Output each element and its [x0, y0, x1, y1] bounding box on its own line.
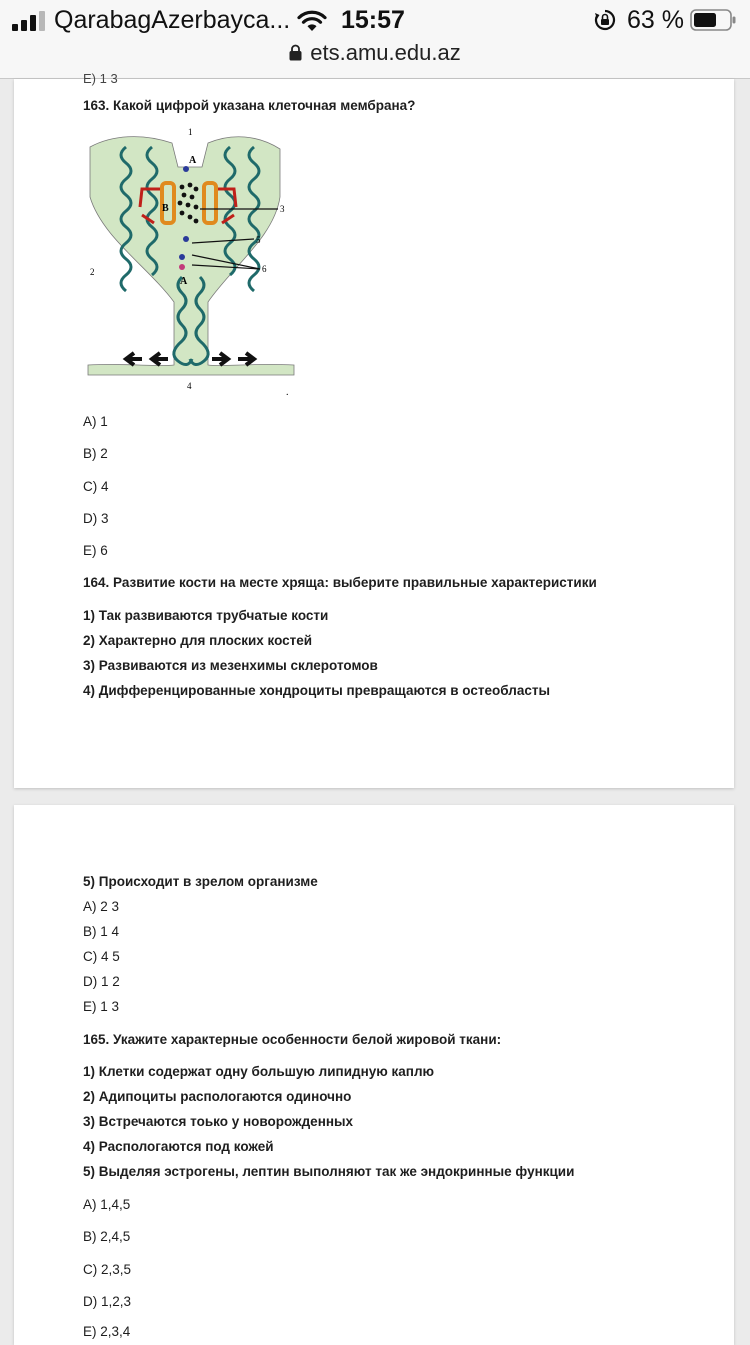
q165-option-a[interactable]: А) 1,4,5	[83, 1197, 131, 1212]
figure-label-5: 5	[256, 235, 261, 245]
figure-label-3: 3	[280, 204, 285, 214]
figure-label-a-top: А	[189, 155, 197, 166]
rotation-lock-icon	[594, 9, 616, 31]
q165-option-d[interactable]: D) 1,2,3	[83, 1294, 132, 1309]
q165-option-c[interactable]: С) 2,3,5	[83, 1262, 132, 1277]
q163-option-e[interactable]: Е) 6	[83, 543, 108, 558]
address-bar[interactable]	[0, 40, 750, 70]
battery-percentage: 63 %	[627, 6, 684, 34]
figure-label-4: 4	[187, 381, 192, 391]
figure-label-b: В	[162, 203, 169, 214]
figure-label-6: 6	[262, 264, 267, 274]
q164-option-e[interactable]: Е) 1 3	[83, 999, 120, 1014]
question-163: 163. Какой цифрой указана клеточная мембрана?	[83, 98, 416, 113]
url-text: ets.amu.edu.az	[310, 40, 461, 65]
carrier-name: QarabagAzerbayca...	[54, 6, 291, 34]
q163-option-d[interactable]: D) 3	[83, 511, 109, 526]
q165-statement-1: 1) Клетки содержат одну большую липидную каплю	[83, 1064, 435, 1079]
cutoff-line: E) 1 3	[83, 71, 118, 86]
figure-label-1: 1	[188, 127, 193, 137]
document-page-1	[14, 71, 734, 788]
lock-icon	[289, 44, 302, 61]
figure-label-2: 2	[90, 267, 95, 277]
q164-option-c[interactable]: С) 4 5	[83, 949, 120, 964]
q165-option-e[interactable]: Е) 2,3,4	[83, 1324, 131, 1339]
cell-junction-figure	[82, 127, 296, 397]
q164-statement-5: 5) Происходит в зрелом организме	[83, 874, 318, 889]
question-165: 165. Укажите характерные особенности белой жировой ткани:	[83, 1032, 502, 1047]
q164-statement-1: 1) Так развиваются трубчатые кости	[83, 608, 329, 623]
q165-statement-5: 5) Выделяя эстрогены, лептин выполняют так же эндокринные функции	[83, 1164, 575, 1179]
q163-option-c[interactable]: С) 4	[83, 479, 109, 494]
q164-option-d[interactable]: D) 1 2	[83, 974, 120, 989]
q164-option-a[interactable]: А) 2 3	[83, 899, 120, 914]
battery-icon	[690, 9, 736, 31]
q164-statement-4: 4) Дифференцированные хондроциты превращаются в остеобласты	[83, 683, 550, 698]
q165-statement-2: 2) Адипоциты распологаются одиночно	[83, 1089, 352, 1104]
document-page-2	[14, 805, 734, 1345]
cellular-signal-icon	[12, 11, 46, 31]
wifi-icon	[297, 10, 327, 32]
q164-statement-3: 3) Развиваются из мезенхимы склеротомов	[83, 658, 378, 673]
figure-label-a-bottom: А	[180, 276, 188, 287]
q165-option-b[interactable]: В) 2,4,5	[83, 1229, 131, 1244]
q163-option-b[interactable]: В) 2	[83, 446, 108, 461]
q165-statement-3: 3) Встречаются тоько у новорожденных	[83, 1114, 354, 1129]
question-164: 164. Развитие кости на месте хряща: выберите правильные характеристики	[83, 575, 597, 590]
clock: 15:57	[341, 6, 405, 34]
figure-dot: .	[286, 387, 289, 397]
q163-option-a[interactable]: А) 1	[83, 414, 108, 429]
q164-statement-2: 2) Характерно для плоских костей	[83, 633, 313, 648]
q165-statement-4: 4) Распологаются под кожей	[83, 1139, 274, 1154]
status-bar	[0, 0, 750, 79]
q164-option-b[interactable]: В) 1 4	[83, 924, 120, 939]
